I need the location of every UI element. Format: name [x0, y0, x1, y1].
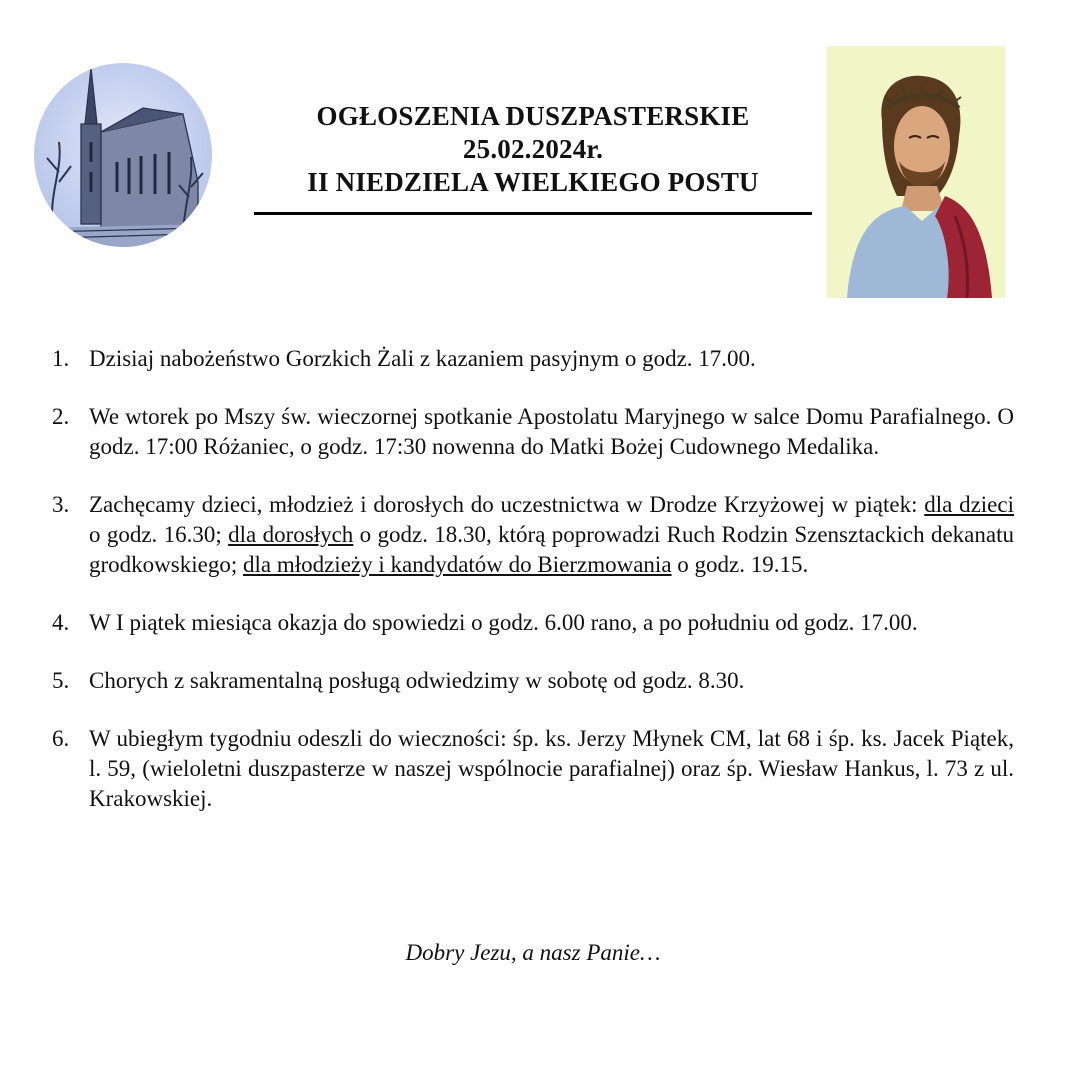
list-item — [52, 490, 1014, 580]
underlined-youth: dla młodzieży i kandydatów do Bierzmowania — [242, 552, 672, 577]
item-number: 5. — [52, 668, 70, 693]
date-line: 25.02.2024r. — [462, 134, 604, 164]
text-part: Zachęcamy dzieci, młodzież i dorosłych do uczestnictwa w Drodze Krzyżowej w piątek: — [89, 492, 925, 517]
subtitle-line: II NIEDZIELA WIELKIEGO POSTU — [307, 167, 759, 197]
list-item — [52, 608, 1014, 638]
closing-line: Dobry Jezu, a nasz Panie… — [405, 940, 661, 965]
list-item — [52, 344, 1014, 374]
page-header — [254, 100, 812, 199]
list-item — [52, 724, 1014, 814]
text-part: o godz. 16.30; — [89, 522, 229, 547]
list-item — [52, 666, 1014, 696]
item-number: 6. — [52, 726, 70, 751]
item-number: 4. — [52, 610, 70, 635]
header-rule — [254, 212, 812, 215]
list-item — [52, 402, 1014, 462]
jesus-painting — [827, 46, 1005, 298]
item-text: Dzisiaj nabożeństwo Gorzkich Żali z kazaniem pasyjnym o godz. 17.00. — [89, 346, 756, 371]
church-logo — [33, 62, 213, 248]
item-text: We wtorek po Mszy św. wieczornej spotkanie Apostolatu Maryjnego w salce Domu Parafialnego. O godz. 17:00 Różaniec, o godz. 17:30 nowenna do Matki Bożej Cudownego Medalika. — [89, 404, 1014, 459]
page-title: OGŁOSZENIA DUSZPASTERSKIE — [316, 101, 750, 131]
text-part: o godz. 19.15. — [671, 552, 809, 577]
item-text: W I piątek miesiąca okazja do spowiedzi o godz. 6.00 rano, a po południu od godz. 17.00. — [89, 610, 918, 635]
announcement-list — [52, 344, 1014, 842]
underlined-adults: dla dorosłych — [228, 522, 354, 547]
text-part: o godz. 18.30, którą poprowadzi Ruch Rodzin Szensztackich dekanatu grodkowskiego; — [89, 522, 1014, 577]
item-number: 1. — [52, 346, 70, 371]
item-text: Chorych z sakramentalną posługą odwiedzimy w sobotę od godz. 8.30. — [89, 668, 745, 693]
item-text — [89, 490, 1014, 580]
item-number: 3. — [52, 492, 70, 517]
underlined-children: dla dzieci — [924, 492, 1014, 517]
item-text: W ubiegłym tygodniu odeszli do wieczności: śp. ks. Jerzy Młynek CM, lat 68 i śp. ks. Jacek Piątek, l. 59, (wieloletni duszpasterze w naszej wspólnocie parafialnej) oraz śp. Wiesław Hankus, l. 73 z ul. Krakowskiej. — [89, 726, 1014, 811]
item-number: 2. — [52, 404, 70, 429]
